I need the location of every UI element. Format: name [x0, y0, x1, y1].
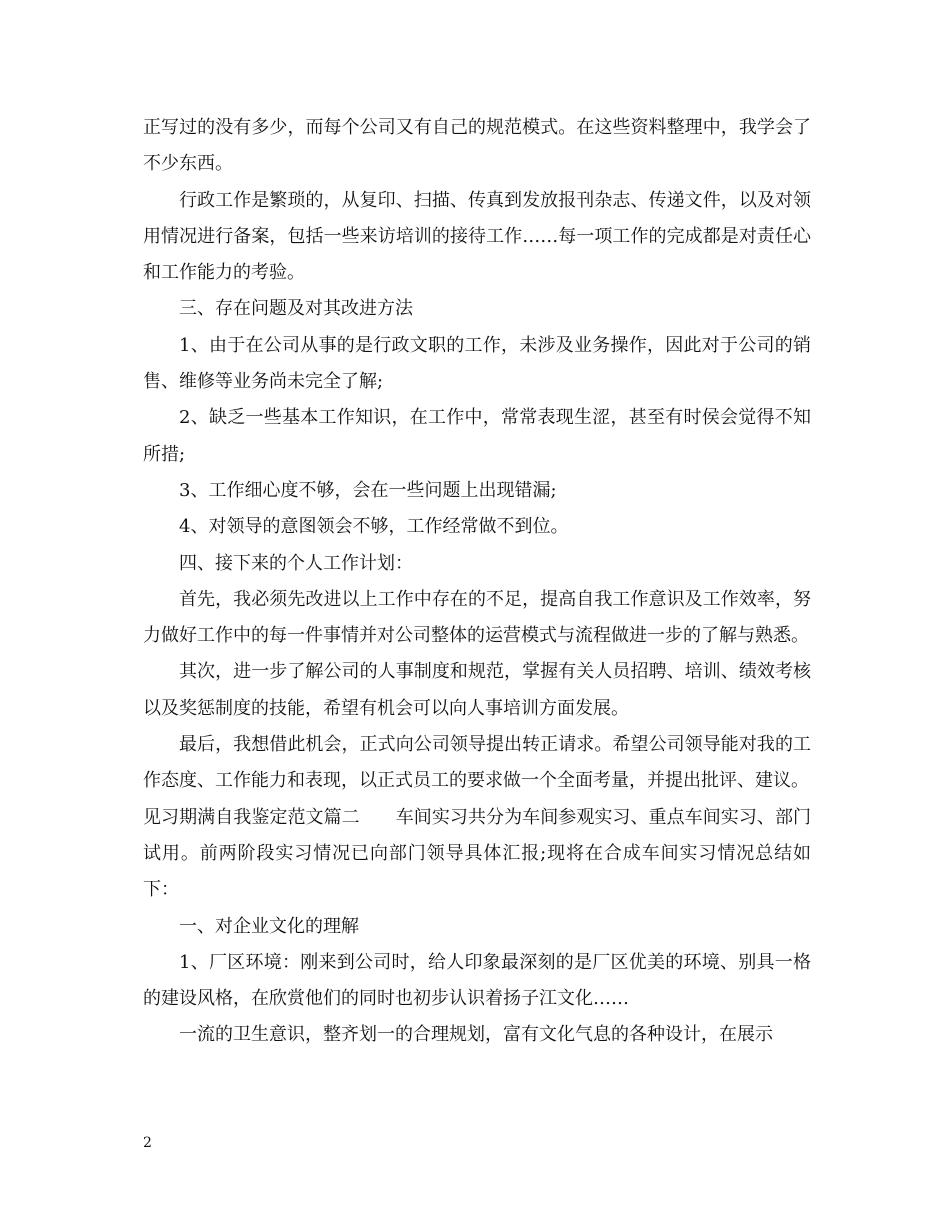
paragraph-plan-first: 首先，我必须先改进以上工作中存在的不足，提高自我工作意识及工作效率，努力做好工作中的每一件事情并对公司整体的运营模式与流程做进一步的了解与熟悉。 [143, 588, 811, 647]
section-title: 见习期满自我鉴定范文篇二 [143, 806, 360, 828]
page-number: 2 [143, 1135, 152, 1151]
list-item-problem-3: 3、工作细心度不够，会在一些问题上出现错漏; [179, 479, 557, 501]
section-two-block [143, 800, 811, 909]
section-heading-problems: 三、存在问题及对其改进方法 [179, 298, 413, 320]
list-item-environment: 1、厂区环境：刚来到公司时，给人印象最深刻的是厂区优美的环境、别具一格的建设风格，在欣赏他们的同时也初步认识着扬子江文化…… [143, 951, 811, 1010]
paragraph-plan-second: 其次，进一步了解公司的人事制度和规范，掌握有关人员招聘、培训、绩效考核以及奖惩制度的技能，希望有机会可以向人事培训方面发展。 [143, 661, 811, 719]
list-item-problem-4: 4、对领导的意图领会不够，工作经常做不到位。 [179, 516, 569, 538]
document-body [143, 110, 811, 1054]
list-item-problem-1: 1、由于在公司从事的是行政文职的工作，未涉及业务操作，因此对于公司的销售、维修等业务尚未完全了解; [143, 334, 811, 393]
section-intro: 车间实习共分为车间参观实习、重点车间实习、部门试用。前两阶段实习情况已向部门领导具体汇报;现将在合成车间实习情况总结如下： [143, 806, 811, 901]
list-item-problem-2: 2、缺乏一些基本工作知识，在工作中，常常表现生涩，甚至有时侯会觉得不知所措; [143, 407, 811, 465]
paragraph-hygiene: 一流的卫生意识，整齐划一的合理规划，富有文化气息的各种设计，在展示 [179, 1024, 773, 1046]
paragraph-admin-work: 行政工作是繁琐的，从复印、扫描、传真到发放报刊杂志、传递文件，以及对领用情况进行备案，包括一些来访培训的接待工作……每一项工作的完成都是对责任心和工作能力的考验。 [143, 189, 811, 284]
section-heading-plan: 四、接下来的个人工作计划： [179, 552, 413, 574]
paragraph-continuation: 正写过的没有多少，而每个公司又有自己的规范模式。在这些资料整理中，我学会了不少东西。 [143, 117, 811, 175]
section-heading-culture: 一、对企业文化的理解 [179, 915, 359, 937]
paragraph-plan-last: 最后，我想借此机会，正式向公司领导提出转正请求。希望公司领导能对我的工作态度、工作能力和表现，以正式员工的要求做一个全面考量，并提出批评、建议。 [143, 734, 811, 792]
